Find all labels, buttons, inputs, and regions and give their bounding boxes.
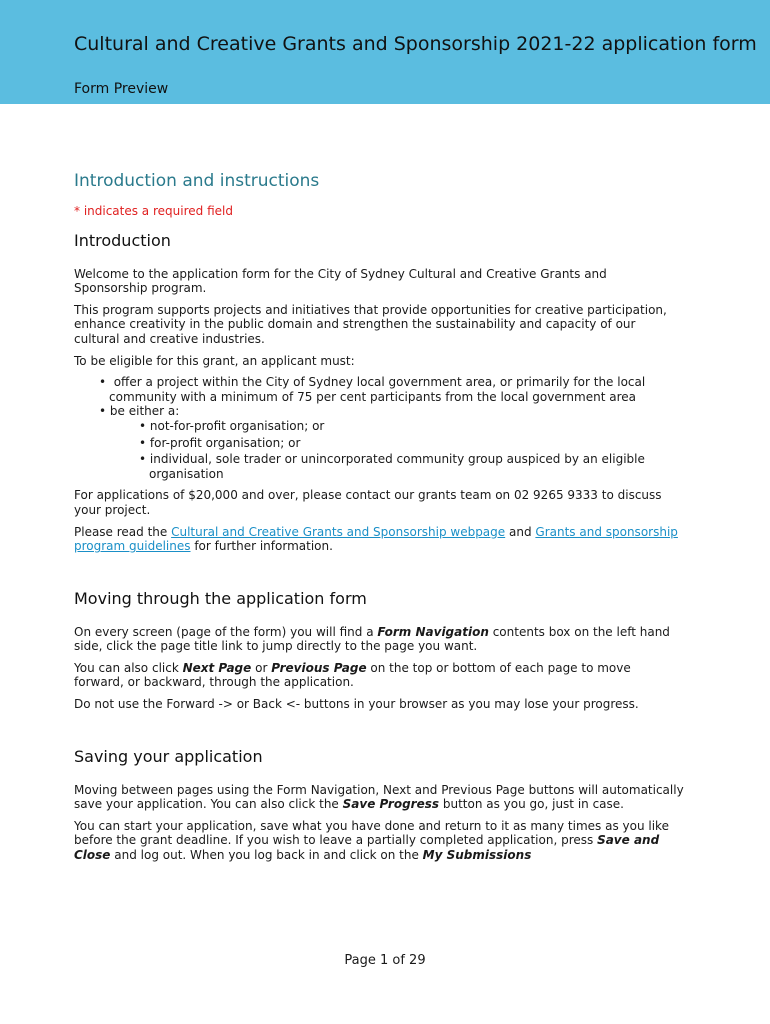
section-title: Introduction and instructions [74,171,320,191]
saving-paragraph-auto: Moving between pages using the Form Navigation, Next and Previous Page buttons will automatically save your application. You can also click the Save Progress button as you go, just in case. [74,782,684,812]
list-item: • for-profit organisation; or [139,435,301,450]
intro-paragraph-contact: For applications of $20,000 and over, please contact our grants team on 02 9265 9333 to discuss your project. [74,488,662,517]
intro-paragraph-eligibility: To be eligible for this grant, an applicant must: [74,353,355,368]
list-item: • offer a project within the City of Sydney local government area, or primarily for the local community with a minimum of 75 per cent participants from the local government area [99,375,646,404]
eligibility-list [74,375,684,481]
applicant-type-list [99,419,684,481]
introduction-heading: Introduction [74,230,171,250]
intro-paragraph-links: Please read the Cultural and Creative Grants and Sponsorship webpage and Grants and sponsorship program guidelines for further information. [74,524,678,554]
required-field-note: * indicates a required field [74,204,233,218]
page-number: Page 1 of 29 [344,953,426,968]
program-guidelines-link[interactable]: Grants and sponsorship program guidelines [74,524,678,554]
grants-webpage-link[interactable]: Cultural and Creative Grants and Sponsorship webpage [171,524,506,539]
intro-paragraph-welcome: Welcome to the application form for the City of Sydney Cultural and Creative Grants and Sponsorship program. [74,266,607,296]
saving-paragraph-return: You can start your application, save what you have done and return to it as many times as you like before the grant deadline. If you wish to leave a partially completed application, press Save and Close and log out. When you log back in and click on the My Submissions [74,818,669,863]
saving-heading: Saving your application [74,746,263,766]
form-subtitle: Form Preview [74,81,169,97]
header-banner [0,0,770,104]
list-item: • not-for-profit organisation; or [139,418,325,433]
list-item: • be either a: • not-for-profit organisation; or • for-profit organisation; or • individual, sole trader or unincorporated community group auspiced by an eligible organisation [99,404,684,481]
list-item: • individual, sole trader or unincorporated community group auspiced by an eligible organisation [139,452,645,481]
main-content [74,170,684,870]
intro-paragraph-program: This program supports projects and initiatives that provide opportunities for creative participation, enhance creativity in the public domain and strengthen the sustainability and capacity of our cultural and creative industries. [74,302,667,346]
moving-paragraph-buttons: You can also click Next Page or Previous Page on the top or bottom of each page to move forward, or backward, through the application. [74,660,631,690]
moving-heading: Moving through the application form [74,588,367,608]
moving-paragraph-nav: On every screen (page of the form) you will find a Form Navigation contents box on the left hand side, click the page title link to jump directly to the page you want. [74,624,670,654]
moving-paragraph-warning: Do not use the Forward -> or Back <- buttons in your browser as you may lose your progress. [74,697,639,712]
form-title: Cultural and Creative Grants and Sponsorship 2021-22 application form [74,33,757,55]
